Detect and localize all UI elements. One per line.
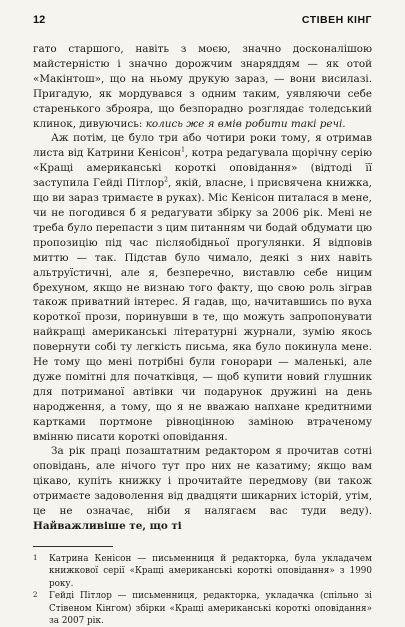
paragraph-3 <box>33 444 372 533</box>
footnote-2-number: 2 <box>33 591 38 600</box>
footnote-1-number: 1 <box>33 553 38 562</box>
paragraph-2-part-c: , якій, власне, і присвячена книжка, що ви зараз тримаєте в руках). Міс Кенісон питалася в мене, чи не погодився б я редагувати збірку за 2006 рік. Мені не треба було перепасти з цим питанням чи бодай обдумати цю пропозицію під час післяобідньої прогулянки. Я відповів миттю — так. Підстав було чимало, деякі з них навіть альтруїстичні, але я, безперечно, виставлю себе ницим брехуном, якщо не визнаю того факту, що свою роль зіграв також приватний інтерес. Я гадав, що, начитавшись по вуха короткої прози, поринувши в те, що можуть запропонувати найкращі американські літературні журнали, зумію якось повернути собі ту легкість письма, яка було покинула мене. Не тому що мені потрібні були гонорари — маленькі, але дуже помітні для початківця, — щоб купити новий глушник для потриманої автівки чи подарунок дружині на день народження, а тому, що я не вважаю напхане кредитними картками портмоне рівноцінною заміною втраченому вмінню писати короткі оповідання. <box>33 177 372 443</box>
paragraph-3-text: За рік праці позаштатним редактором я прочитав сотні оповідань, але нічого тут про них не казатиму; якщо вам цікаво, купіть книжку і прочитайте передмову (ви також отримаєте задоволення від двадцяти шикарних історій, утім, це не означає, ніби я налягаєм вас туди веду). <box>33 445 372 518</box>
footnote-ref-2[interactable]: 2 <box>164 176 168 184</box>
footnote-divider <box>33 546 113 547</box>
paragraph-1-italic: колись же я вмів робити такі речі. <box>145 117 346 130</box>
body-text <box>33 42 372 534</box>
running-head-author: СТІВЕН КІНГ <box>301 14 372 26</box>
paragraph-2-part-a: Аж потім, це було три або чотири роки тому, я отримав листа від Катрини Кенісон <box>33 132 372 160</box>
paragraph-3-bold: Найважливіше те, що ті <box>33 520 182 532</box>
paragraph-2 <box>33 131 372 444</box>
running-header <box>33 14 372 32</box>
paragraph-1 <box>33 42 372 131</box>
footnotes <box>33 553 372 627</box>
footnote-1-text: Катрина Кенісон — письменниця й редакторка, була укладачем книжкової серії «Кращі американські короткі оповідання» з 1990 року. <box>49 553 372 589</box>
footnote-1 <box>33 553 372 590</box>
footnote-2-text: Гейді Пітлор — письменниця, редакторка, укладачка (спільно зі Стівеном Кінгом) збірки «Кращі американські короткі оповідання» за 2007 рік. <box>49 591 372 626</box>
footnote-ref-1[interactable]: 1 <box>181 146 185 154</box>
paragraph-2-part-b: , котра редагувала щорічну серію «Кращі американські короткі оповідання» (відтоді її заступила Гейді Пітлор <box>33 147 372 190</box>
paragraph-1-text: гато старшого, навіть з моєю, значно досконалішою майстерністю і значно дорожчим знаряддям — як отой «Макінтош», що на ньому друкую зараз, — вони висилазі. Пригадую, як мордувався з одним таким, уявляючи себе старенького зброяра, що безпорадно розглядає толедський клинок, дивуючись: <box>33 43 372 130</box>
footnote-2 <box>33 590 372 627</box>
page-number: 12 <box>33 14 46 26</box>
